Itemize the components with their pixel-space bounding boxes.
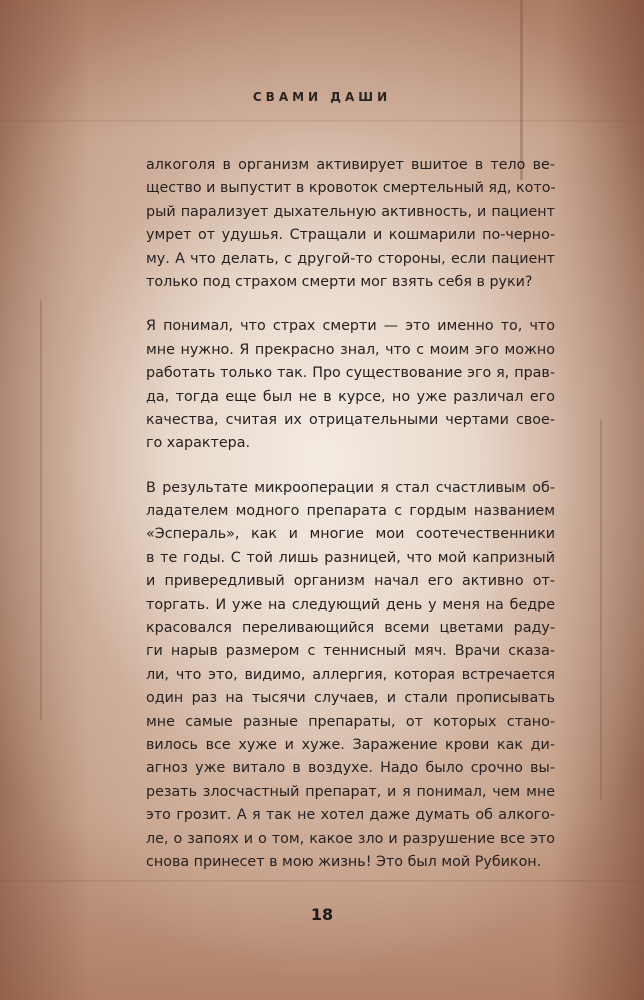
text-line: мне самые разные препараты, от которых стано- [146, 713, 555, 730]
running-title: СВАМИ ДАШИ [252, 90, 392, 104]
text-line: работать только так. Про существование эго я, прав- [146, 365, 555, 382]
text-line: качества, считая их отрицательными чертами свое- [146, 411, 555, 428]
text-line: снова принесет в мою жизнь! Это был мой Рубикон. [146, 853, 542, 870]
text-line: это грозит. А я так не хотел даже думать об алкого- [146, 807, 555, 824]
text-line: агноз уже витало в воздухе. Надо было срочно вы- [146, 760, 555, 777]
text-line: Я понимал, что страх смерти — это именно то, что [146, 318, 555, 335]
text-line: ли, что это, видимо, аллергия, которая встречается [146, 666, 555, 683]
text-line: алкоголя в организм активирует вшитое в тело ве- [146, 157, 555, 173]
text-line: один раз на тысячи случаев, и стали прописывать [146, 690, 555, 707]
body-text [146, 154, 555, 895]
text-line: резать злосчастный препарат, и я понимал, чем мне [146, 783, 555, 800]
text-line: ле, о запоях и о том, какое зло и разрушение все это [146, 830, 555, 847]
text-line: мне нужно. Я прекрасно знал, что с моим эго можно [146, 341, 555, 358]
text-line: го характера. [146, 435, 251, 452]
paragraph [146, 477, 555, 875]
text-line: вилось все хуже и хуже. Заражение крови как ди- [146, 736, 555, 753]
paper-texture-streak [600, 420, 602, 800]
text-line: В результате микрооперации я стал счастливым об- [146, 479, 555, 496]
paragraph [146, 315, 555, 455]
text-line: да, тогда еще был не в курсе, но уже различал его [146, 388, 555, 405]
page-number: 18 [310, 905, 334, 924]
text-line: торгать. И уже на следующий день у меня на бедре [146, 596, 555, 613]
text-line: щество и выпустит в кровоток смертельный яд, кото- [146, 180, 556, 197]
text-line: красовался переливающийся всеми цветами раду- [146, 620, 555, 637]
paper-texture-streak [40, 300, 42, 720]
paragraph [146, 154, 555, 294]
text-line: в те годы. С той лишь разницей, что мой капризный [146, 549, 555, 566]
text-line: му. А что делать, с другой-то стороны, если пациент [146, 250, 555, 267]
text-line: и привередливый организм начал его активно от- [146, 573, 555, 590]
text-line: только под страхом смерти мог взять себя в руки? [146, 273, 533, 290]
paper-texture-streak [0, 120, 644, 122]
text-line: ги нарыв размером с теннисный мяч. Врачи сказа- [146, 643, 555, 660]
text-line: рый парализует дыхательную активность, и пациент [146, 203, 555, 220]
text-line: ладателем модного препарата с гордым названием [146, 503, 555, 520]
text-line: «Эспераль», как и многие мои соотечественники [146, 526, 555, 543]
text-line: умрет от удушья. Стращали и кошмарили по-черно- [146, 227, 555, 244]
